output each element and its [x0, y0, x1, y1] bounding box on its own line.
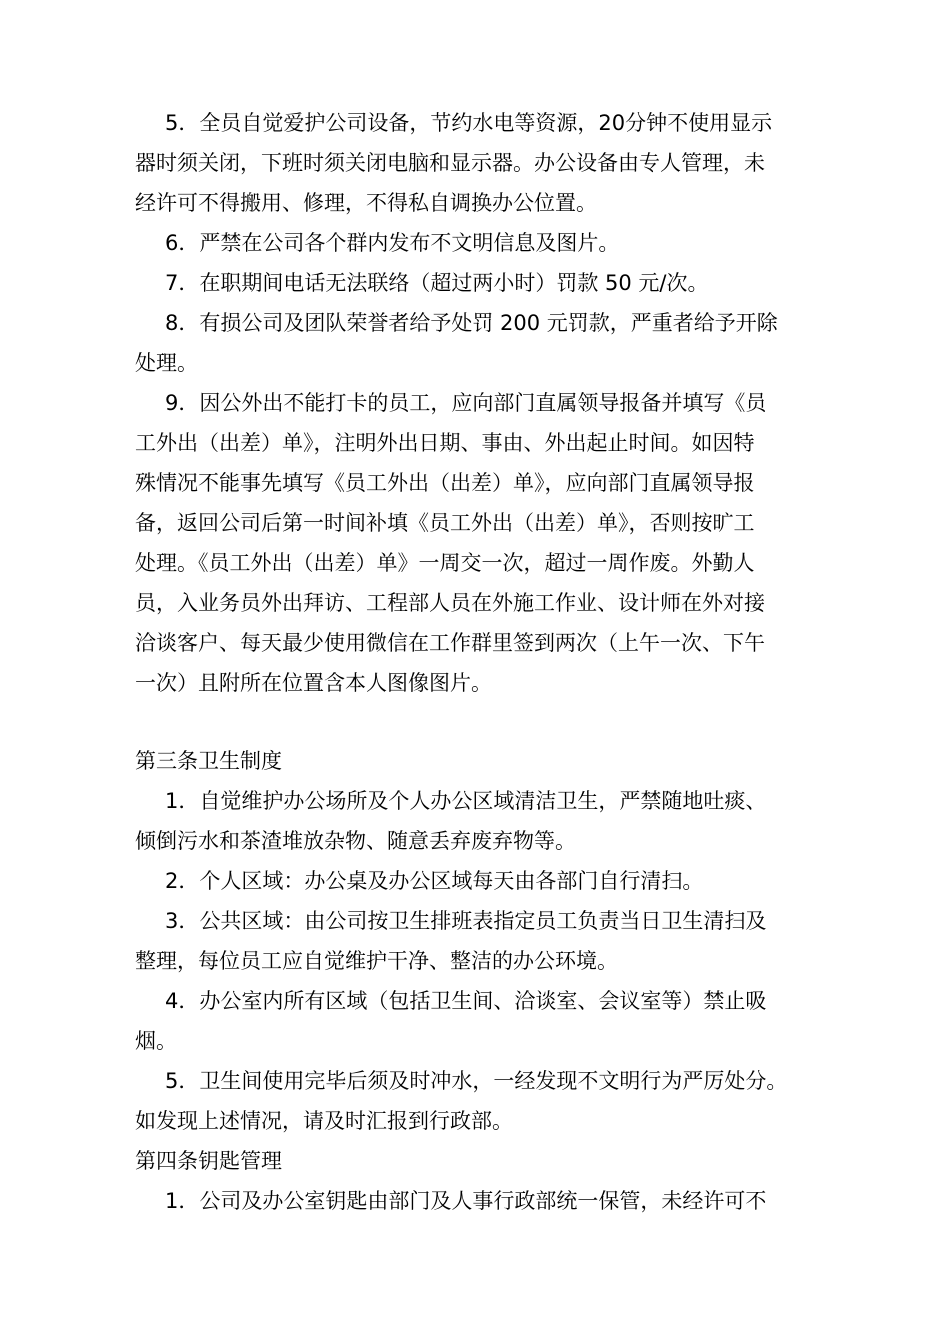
paragraph-line: 5．全员自觉爱护公司设备，节约水电等资源，20分钟不使用显示 — [165, 111, 773, 135]
section-heading: 第四条钥匙管理 — [135, 1149, 282, 1173]
paragraph-line: 处理。《员工外出（出差）单》一周交一次，超过一周作废。外勤人 — [135, 551, 755, 575]
paragraph-line: 经许可不得搬用、修理，不得私自调换办公位置。 — [135, 191, 597, 215]
paragraph-line: 员，入业务员外出拜访、工程部人员在外施工作业、设计师在外对接 — [135, 591, 765, 615]
paragraph-line: 8．有损公司及团队荣誉者给予处罚 200 元罚款，严重者给予开除 — [165, 311, 778, 335]
paragraph-line: 9．因公外出不能打卡的员工，应向部门直属领导报备并填写《员 — [165, 391, 767, 415]
paragraph-line: 1．自觉维护办公场所及个人办公区域清洁卫生，严禁随地吐痰、 — [165, 789, 767, 813]
paragraph-line: 一次）且附所在位置含本人图像图片。 — [135, 671, 492, 695]
paragraph-line: 2．个人区域：办公桌及办公区域每天由各部门自行清扫。 — [165, 869, 704, 893]
paragraph-line: 器时须关闭，下班时须关闭电脑和显示器。办公设备由专人管理，未 — [135, 151, 765, 175]
paragraph-line: 6．严禁在公司各个群内发布不文明信息及图片。 — [165, 231, 620, 255]
paragraph-line: 洽谈客户、每天最少使用微信在工作群里签到两次（上午一次、下午 — [135, 631, 765, 655]
paragraph-line: 1．公司及办公室钥匙由部门及人事行政部统一保管，未经许可不 — [165, 1189, 767, 1213]
paragraph-line: 烟。 — [135, 1029, 177, 1053]
paragraph-line: 整理，每位员工应自觉维护干净、整洁的办公环境。 — [135, 949, 618, 973]
paragraph-line: 如发现上述情况，请及时汇报到行政部。 — [135, 1109, 513, 1133]
paragraph-line: 处理。 — [135, 351, 198, 375]
paragraph-line: 殊情况不能事先填写《员工外出（出差）单》，应向部门直属领导报 — [135, 471, 755, 495]
paragraph-line: 7．在职期间电话无法联络（超过两小时）罚款 50 元/次。 — [165, 271, 709, 295]
paragraph-line: 工外出（出差）单》，注明外出日期、事由、外出起止时间。如因特 — [135, 431, 755, 455]
paragraph-line: 倾倒污水和茶渣堆放杂物、随意丢弃废弃物等。 — [135, 829, 576, 853]
paragraph-line: 4．办公室内所有区域（包括卫生间、洽谈室、会议室等）禁止吸 — [165, 989, 767, 1013]
section-heading: 第三条卫生制度 — [135, 749, 282, 773]
paragraph-line: 3．公共区域：由公司按卫生排班表指定员工负责当日卫生清扫及 — [165, 909, 767, 933]
paragraph-line: 备，返回公司后第一时间补填《员工外出（出差）单》，否则按旷工 — [135, 511, 755, 535]
paragraph-line: 5．卫生间使用完毕后须及时冲水，一经发现不文明行为严厉处分。 — [165, 1069, 788, 1093]
